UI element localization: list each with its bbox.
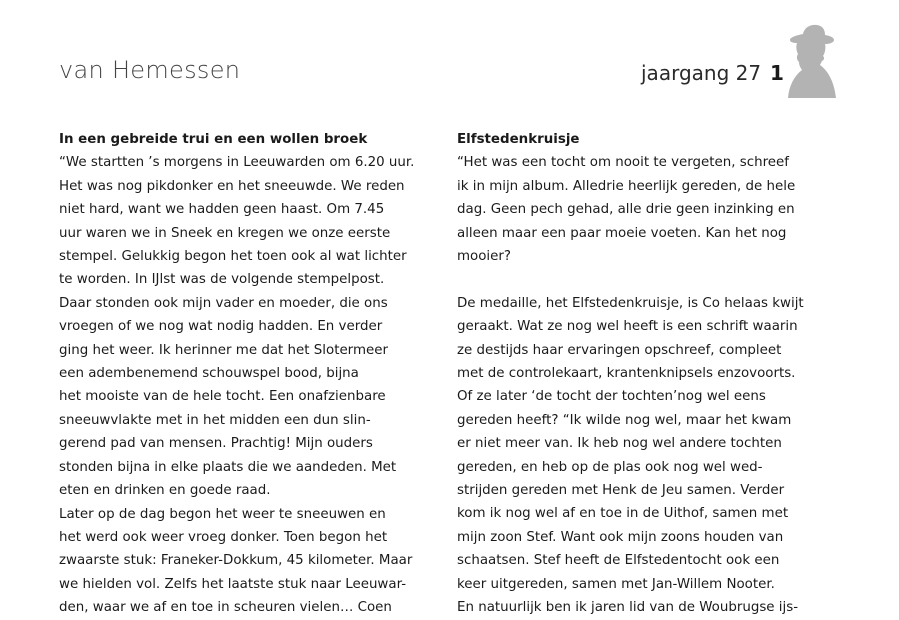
text-line: schaatsen. Stef heeft de Elfstedentocht ook een xyxy=(457,553,780,569)
text-line: stonden bijna in elke plaats die we aandeden. Met xyxy=(59,459,397,475)
text-line: alleen maar een paar moeie voeten. Kan het nog xyxy=(457,225,787,241)
text-line: niet hard, want we hadden geen haast. Om 7.45 xyxy=(59,202,385,218)
man-with-hat-silhouette-icon xyxy=(780,20,840,100)
text-line: Het was nog pikdonker en het sneeuwde. We reden xyxy=(59,178,405,194)
page-number: 1 xyxy=(770,61,784,85)
text-line: Of ze later ‘de tocht der tochten’nog wel eens xyxy=(457,389,766,405)
text-line: gereden, en heb op de plas ook nog wel wed- xyxy=(457,459,763,475)
text-line: we hielden vol. Zelfs het laatste stuk naar Leeuwar- xyxy=(59,576,407,592)
text-line: uur waren we in Sneek en kregen we onze eerste xyxy=(59,225,391,241)
left-section-heading: In een gebreide trui en een wollen broek xyxy=(59,132,368,147)
text-line: “We startten ’s morgens in Leeuwarden om 6.20 uur. xyxy=(59,155,415,171)
text-line: het werd ook weer vroeg donker. Toen begon het xyxy=(59,529,388,545)
blank-line xyxy=(457,268,827,291)
text-line: stempel. Gelukkig begon het toen ook al wat lichter xyxy=(59,249,407,265)
text-line: Daar stonden ook mijn vader en moeder, die ons xyxy=(59,295,388,311)
volume-label: jaargang 27 xyxy=(641,61,762,85)
text-line: mooier? xyxy=(457,249,512,265)
text-line: keer uitgereden, samen met Jan-Willem Nooter. xyxy=(457,576,775,592)
right-column xyxy=(457,128,827,620)
right-section-heading: Elfstedenkruisje xyxy=(457,132,580,147)
text-line: gereden heeft? “Ik wilde nog wel, maar het kwam xyxy=(457,412,792,428)
text-line: mijn zoon Stef. Want ook mijn zoons houden van xyxy=(457,529,784,545)
text-line: strijden gereden met Henk de Jeu samen. Verder xyxy=(457,483,785,499)
text-line: kom ik nog wel af en toe in de Uithof, samen met xyxy=(457,506,789,522)
text-line: gerend pad van mensen. Prachtig! Mijn ouders xyxy=(59,436,373,452)
text-line: den, waar we af en toe in scheuren vielen… Coen xyxy=(59,600,392,616)
text-line: ik in mijn album. Alledrie heerlijk gereden, de hele xyxy=(457,178,796,194)
text-line: “Het was een tocht om nooit te vergeten, schreef xyxy=(457,155,789,171)
text-line: er niet meer van. Ik heb nog wel andere tochten xyxy=(457,436,782,452)
text-line: een adembenemend schouwspel bood, bijna xyxy=(59,366,359,382)
text-line: dag. Geen pech gehad, alle drie geen inzinking en xyxy=(457,202,795,218)
text-line: De medaille, het Elfstedenkruisje, is Co helaas kwijt xyxy=(457,295,804,311)
text-line: Later op de dag begon het weer te sneeuwen en xyxy=(59,506,386,522)
text-line: eten en drinken en goede raad. xyxy=(59,483,271,499)
newsletter-title: van Hemessen xyxy=(59,56,241,84)
text-line: zwaarste stuk: Franeker-Dokkum, 45 kilometer. Maar xyxy=(59,553,413,569)
text-line: vroegen of we nog wat nodig hadden. En verder xyxy=(59,319,383,335)
text-line: het mooiste van de hele tocht. Een onafzienbare xyxy=(59,389,386,405)
text-line: sneeuwvlakte met in het midden een dun slin- xyxy=(59,412,371,428)
text-line: geraakt. Wat ze nog wel heeft is een schrift waarin xyxy=(457,319,798,335)
text-line: ze destijds haar ervaringen opschreef, compleet xyxy=(457,342,782,358)
text-line: te worden. In IJlst was de volgende stempelpost. xyxy=(59,272,385,288)
left-column xyxy=(59,128,429,620)
text-line: met de controlekaart, krantenknipsels enzovoorts. xyxy=(457,366,796,382)
text-line: En natuurlijk ben ik jaren lid van de Woubrugse ijs- xyxy=(457,600,799,616)
text-line: ging het weer. Ik herinner me dat het Slotermeer xyxy=(59,342,388,358)
